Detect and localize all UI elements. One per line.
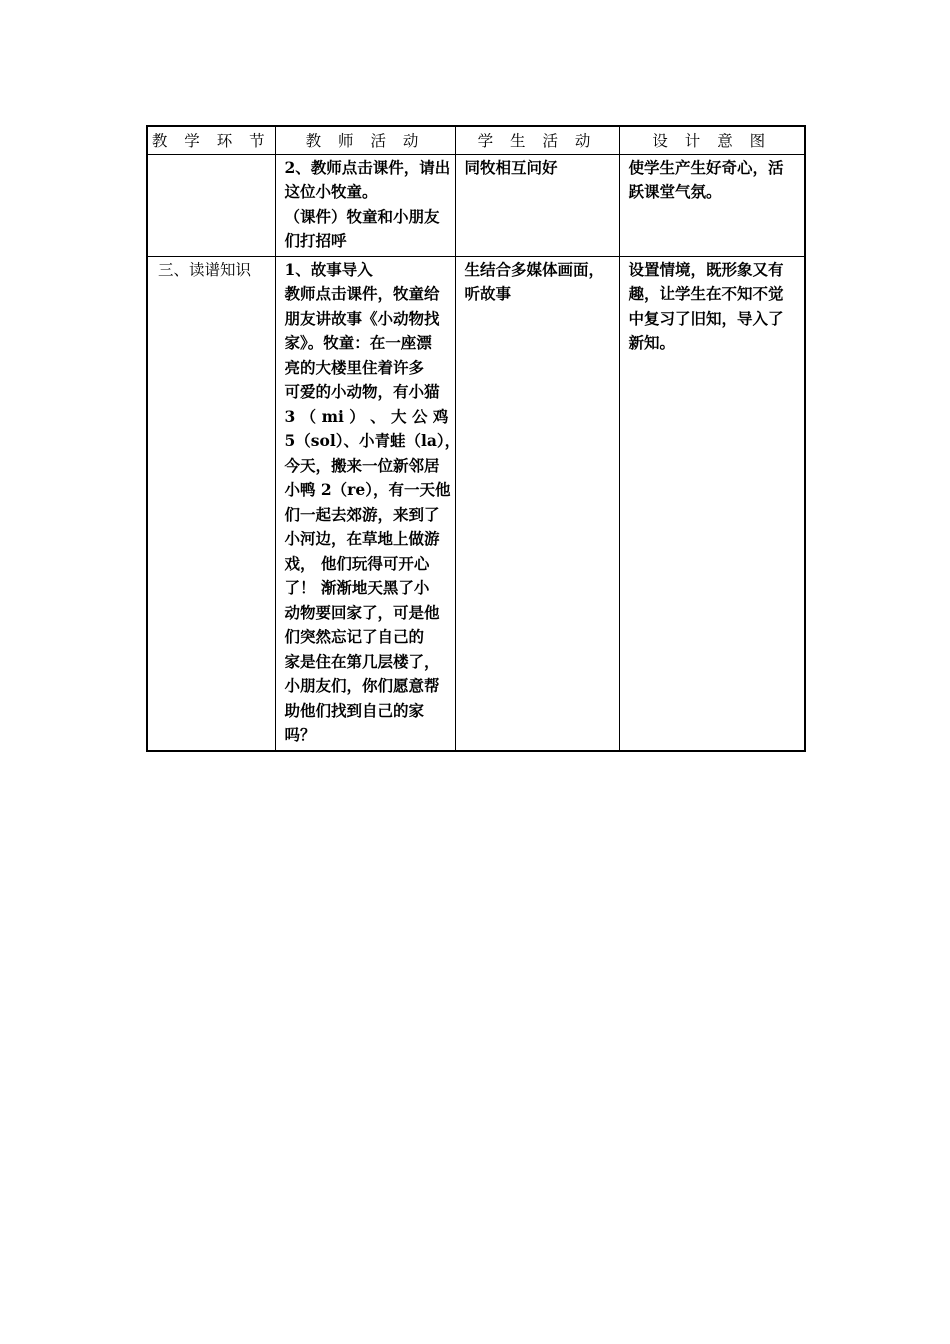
text-line: 这位小牧童。 bbox=[284, 182, 378, 201]
text-line: 助他们找到自己的家 bbox=[284, 700, 425, 720]
stage-cell bbox=[147, 154, 275, 256]
text-line: 家》。牧童：在一座漂 bbox=[284, 333, 432, 352]
teacher-activity-cell bbox=[275, 154, 455, 256]
design-intent-cell bbox=[619, 154, 805, 256]
text-line: 们突然忘记了自己的 bbox=[284, 627, 425, 646]
text-line: 小河边，在草地上做游 bbox=[284, 529, 440, 548]
stage-cell: 三、读谱知识 bbox=[147, 256, 275, 751]
table-header-row bbox=[147, 126, 805, 154]
text-line: 动物要回家了，可是他 bbox=[284, 602, 440, 622]
table-row bbox=[147, 154, 805, 256]
text-line: 吗？ bbox=[284, 725, 316, 744]
text-line: 了！ 渐渐地天黑了小 bbox=[284, 578, 430, 597]
text-line: （课件）牧童和小朋友 bbox=[284, 206, 440, 226]
text-line: 2、教师点击课件，请出 bbox=[284, 157, 451, 177]
text-line: 朋友讲故事《小动物找 bbox=[284, 308, 440, 328]
design-intent-cell bbox=[619, 256, 805, 751]
text-line: 今天，搬来一位新邻居 bbox=[284, 455, 440, 475]
text-line: 同牧相互问好 bbox=[464, 157, 558, 177]
header-student-activity: 学 生 活 动 bbox=[455, 126, 619, 154]
text-line: 家是住在第几层楼了， bbox=[284, 651, 440, 671]
student-activity-cell bbox=[455, 154, 619, 256]
text-line: 3 （ mi ） 、 大 公 鸡 bbox=[284, 406, 449, 426]
header-teacher-activity: 教 师 活 动 bbox=[275, 126, 455, 154]
table-row bbox=[147, 256, 805, 751]
text-line: 中复习了旧知，导入了 bbox=[628, 308, 784, 328]
text-line: 使学生产生好奇心，活 bbox=[628, 157, 784, 177]
text-line: 听故事 bbox=[464, 284, 512, 303]
text-line: 新知。 bbox=[628, 333, 676, 352]
header-design-intent: 设 计 意 图 bbox=[619, 126, 805, 154]
text-line: 设置情境，既形象又有 bbox=[628, 259, 784, 279]
text-line: 生结合多媒体画面， bbox=[464, 259, 605, 279]
teacher-activity-cell bbox=[275, 256, 461, 751]
text-line: 们一起去郊游，来到了 bbox=[284, 504, 440, 524]
lesson-plan-table bbox=[146, 125, 806, 752]
text-line: 戏， 他们玩得可开心 bbox=[284, 553, 430, 573]
text-line: 可爱的小动物，有小猫 bbox=[284, 382, 440, 401]
text-line: 亮的大楼里住着许多 bbox=[284, 357, 425, 377]
text-line: 小朋友们，你们愿意帮 bbox=[284, 676, 440, 695]
text-line: 趣，让学生在不知不觉 bbox=[628, 284, 784, 303]
text-line: 1、故事导入 bbox=[284, 259, 373, 279]
student-activity-cell bbox=[455, 256, 619, 751]
text-line: 小鸭 2（re），有一天他 bbox=[284, 480, 451, 499]
header-stage: 教 学 环 节 bbox=[147, 126, 275, 154]
text-line: 教师点击课件，牧童给 bbox=[284, 284, 440, 303]
text-line: 们打招呼 bbox=[284, 231, 347, 250]
text-line: 跃课堂气氛。 bbox=[628, 182, 722, 201]
text-line: 5（sol）、小青蛙（la）， bbox=[284, 431, 461, 450]
